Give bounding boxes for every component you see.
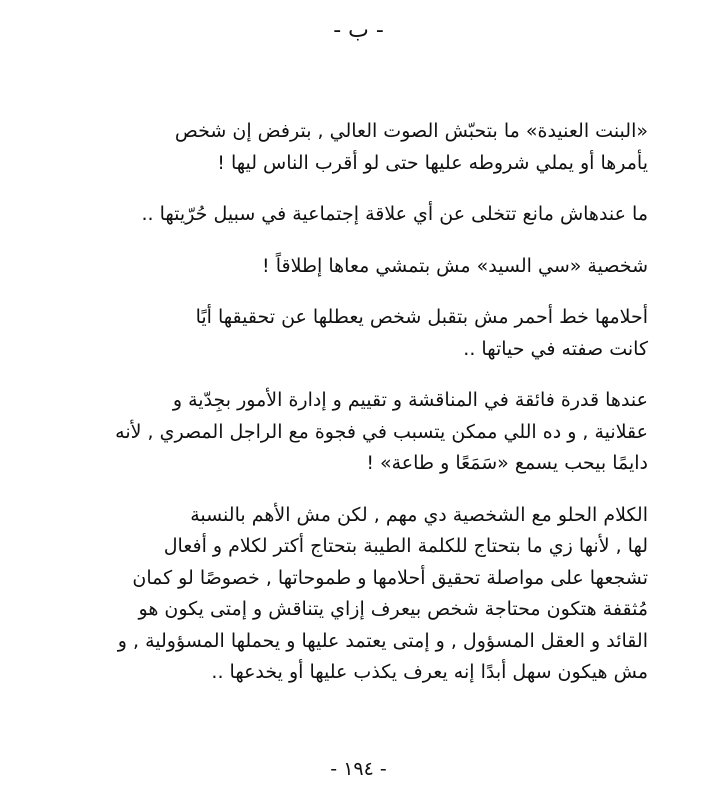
text-line: ما عندهاش مانع تتخلى عن أي علاقة إجتماعية في سبيل حُرّيتها ..	[141, 203, 648, 225]
text-line: تشجعها على مواصلة تحقيق أحلامها و طموحاتها , خصوصًا لو كمان	[132, 566, 648, 589]
text-line: كانت صفته في حياتها ..	[463, 337, 648, 360]
text-line: القائد و العقل المسؤول , و إمتى يعتمد عليها و يحملها المسؤولية , و	[117, 629, 648, 652]
paragraph	[74, 116, 648, 179]
text-line: مش هيكون سهل أبدًا إنه يعرف يكذب عليها أو يخدعها ..	[211, 661, 648, 683]
text-line: عقلانية , و ده اللي ممكن يتسبب في فجوة مع الراجل المصري , لأنه	[115, 420, 648, 443]
paragraph	[74, 199, 648, 231]
paragraph	[74, 251, 648, 283]
text-line: الكلام الحلو مع الشخصية دي مهم , لكن مش الأهم بالنسبة	[190, 503, 648, 526]
page-header-letter: - ب -	[333, 18, 384, 43]
text-line: «البنت العنيدة» ما بتحبّش الصوت العالي , بترفض إن شخص	[174, 120, 648, 142]
paragraph	[74, 302, 648, 365]
text-line: شخصية «سي السيد» مش بتمشي معاها إطلاقاً !	[262, 254, 648, 277]
text-line: دايمًا بيحب يسمع «سَمَعًا و طاعة» !	[366, 452, 648, 474]
paragraph	[74, 500, 648, 689]
text-line: يأمرها أو يملي شروطه عليها حتى لو أقرب الناس ليها !	[217, 151, 648, 174]
text-line: لها , لأنها زي ما بتحتاج للكلمة الطيبة بتحتاج أكتر لكلام و أفعال	[163, 535, 648, 557]
page-body	[74, 116, 648, 689]
text-line: أحلامها خط أحمر مش بتقبل شخص يعطلها عن تحقيقها أيًا	[195, 306, 648, 328]
text-line: مُثقفة هتكون محتاجة شخص بيعرف إزاي يتناقش و إمتى يكون هو	[138, 598, 648, 620]
page-number: - ١٩٤ -	[330, 758, 387, 780]
text-line: عندها قدرة فائقة في المناقشة و تقييم و إدارة الأمور بجِدّية و	[172, 389, 648, 411]
paragraph	[74, 385, 648, 480]
